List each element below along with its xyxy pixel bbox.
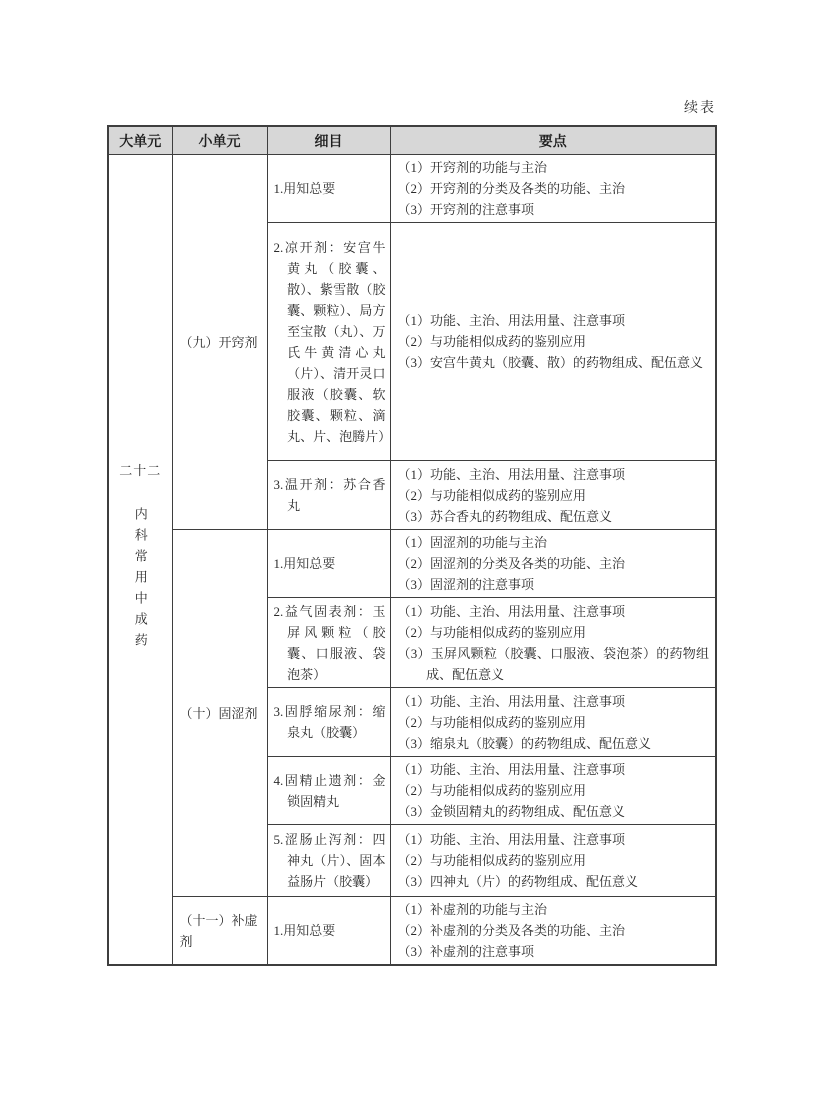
sub-unit-cell bbox=[172, 897, 267, 966]
sub-unit-label: （十）固涩剂 bbox=[179, 705, 258, 721]
point: （2）开窍剂的分类及各类的功能、主治 bbox=[397, 181, 626, 196]
detail-cell bbox=[267, 688, 390, 757]
point: （1）功能、主治、用法用量、注意事项 bbox=[397, 603, 626, 619]
detail-cell bbox=[267, 757, 390, 825]
major-unit-number: 二十二 bbox=[119, 462, 162, 478]
point: （3）玉屏风颗粒（胶囊、口服液、袋泡茶）的药物组成、配伍意义 bbox=[397, 645, 709, 682]
continued-table-label: 续表 bbox=[684, 101, 716, 116]
point: （1）功能、主治、用法用量、注意事项 bbox=[397, 693, 626, 709]
detail-text: 4.固精止遗剂：金锁固精丸 bbox=[273, 772, 386, 809]
detail-cell bbox=[267, 155, 390, 223]
detail-text: 3.温开剂：苏合香丸 bbox=[273, 477, 386, 513]
point: （1）固涩剂的功能与主治 bbox=[397, 535, 548, 550]
point: （3）补虚剂的注意事项 bbox=[397, 944, 535, 959]
point: （3）苏合香丸的药物组成、配伍意义 bbox=[397, 508, 613, 524]
detail-cell bbox=[267, 897, 390, 966]
point: （1）功能、主治、用法用量、注意事项 bbox=[397, 466, 626, 482]
points-cell bbox=[390, 825, 716, 897]
points-cell bbox=[390, 223, 716, 461]
detail-cell bbox=[267, 825, 390, 897]
point: （3）固涩剂的注意事项 bbox=[397, 577, 535, 592]
sub-unit-cell bbox=[172, 530, 267, 897]
detail-text: 1.用知总要 bbox=[273, 923, 336, 938]
sub-unit-label: （九）开窍剂 bbox=[179, 334, 258, 350]
major-unit-cell bbox=[108, 155, 172, 966]
column-header-major-unit: 大单元 bbox=[108, 126, 172, 155]
point: （2）与功能相似成药的鉴别应用 bbox=[397, 487, 587, 503]
point: （1）开窍剂的功能与主治 bbox=[397, 160, 548, 175]
point: （3）金锁固精丸的药物组成、配伍意义 bbox=[397, 804, 626, 819]
major-unit-name: 内科常用中成药 bbox=[132, 506, 148, 654]
points-cell bbox=[390, 688, 716, 757]
points-cell bbox=[390, 757, 716, 825]
table-row bbox=[108, 897, 716, 966]
point: （2）与功能相似成药的鉴别应用 bbox=[397, 853, 587, 868]
detail-cell bbox=[267, 461, 390, 530]
points-cell bbox=[390, 461, 716, 530]
detail-text: 2.凉开剂：安宫牛黄丸（胶囊、散）、紫雪散（胶囊、颗粒）、局方至宝散（丸）、万氏牛黄清心丸（片）、清开灵口服液（胶囊、软胶囊、颗粒、滴丸、片、泡腾片） bbox=[273, 239, 392, 444]
point: （3）四神丸（片）的药物组成、配伍意义 bbox=[397, 874, 639, 889]
detail-cell bbox=[267, 598, 390, 688]
points-cell bbox=[390, 897, 716, 966]
detail-cell bbox=[267, 223, 390, 461]
detail-text: 1.用知总要 bbox=[273, 556, 336, 571]
point: （3）开窍剂的注意事项 bbox=[397, 202, 535, 217]
column-header-sub-unit: 小单元 bbox=[172, 126, 267, 155]
point: （1）功能、主治、用法用量、注意事项 bbox=[397, 832, 626, 847]
point: （2）固涩剂的分类及各类的功能、主治 bbox=[397, 556, 626, 571]
point: （2）与功能相似成药的鉴别应用 bbox=[397, 334, 587, 349]
detail-text: 1.用知总要 bbox=[273, 181, 336, 196]
column-header-detail: 细目 bbox=[267, 126, 390, 155]
detail-cell bbox=[267, 530, 390, 598]
point: （2）与功能相似成药的鉴别应用 bbox=[397, 624, 587, 640]
sub-unit-cell bbox=[172, 155, 267, 530]
point: （3）安宫牛黄丸（胶囊、散）的药物组成、配伍意义 bbox=[397, 355, 704, 370]
detail-text: 2.益气固表剂：玉屏风颗粒（胶囊、口服液、袋泡茶） bbox=[273, 603, 386, 682]
detail-text: 3.固脬缩尿剂：缩泉丸（胶囊） bbox=[273, 704, 386, 740]
table-row bbox=[108, 530, 716, 598]
sub-unit-label: （十一）补虚剂 bbox=[179, 912, 258, 949]
column-header-points: 要点 bbox=[390, 126, 716, 155]
detail-text: 5.涩肠止泻剂：四神丸（片）、固本益肠片（胶囊） bbox=[273, 832, 386, 889]
points-cell bbox=[390, 155, 716, 223]
point: （3）缩泉丸（胶囊）的药物组成、配伍意义 bbox=[397, 735, 652, 751]
point: （2）与功能相似成药的鉴别应用 bbox=[397, 714, 587, 730]
header-row bbox=[108, 126, 716, 155]
point: （1）功能、主治、用法用量、注意事项 bbox=[397, 762, 626, 777]
point: （2）与功能相似成药的鉴别应用 bbox=[397, 783, 587, 798]
point: （1）补虚剂的功能与主治 bbox=[397, 902, 548, 917]
points-cell bbox=[390, 598, 716, 688]
syllabus-table bbox=[107, 125, 717, 966]
point: （2）补虚剂的分类及各类的功能、主治 bbox=[397, 923, 626, 938]
table-row bbox=[108, 155, 716, 223]
point: （1）功能、主治、用法用量、注意事项 bbox=[397, 313, 626, 328]
points-cell bbox=[390, 530, 716, 598]
